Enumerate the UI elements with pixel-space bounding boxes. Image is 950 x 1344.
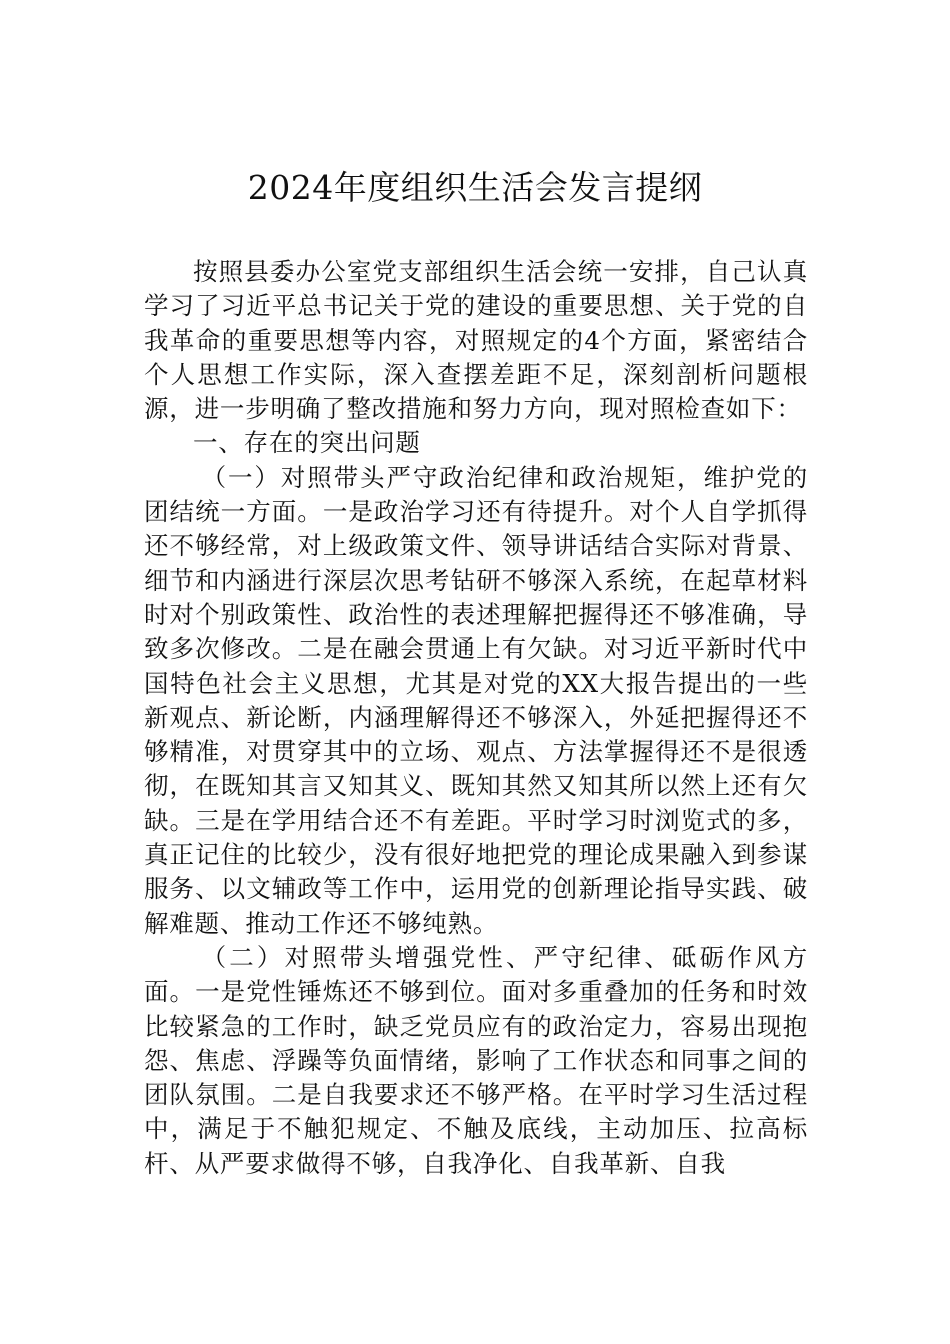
document-body (144, 255, 808, 1181)
section-heading: 一、存在的突出问题 (193, 428, 421, 458)
intro-paragraph: 按照县委办公室党支部组织生活会统一安排，自己认真学习了习近平总书记关于党的建设的重要思想、关于党的自我革命的重要思想等内容，对照规定的4个方面，紧密结合个人思想工作实际，深入查摆差距不足，深刻剖析问题根源，进一步明确了整改措施和努力方向，现对照检查如下： (144, 257, 808, 424)
subsection-paragraph-2: （二）对照带头增强党性、严守纪律、砥砺作风方面。一是党性锤炼还不够到位。面对多重叠加的任务和时效比较紧急的工作时，缺乏党员应有的政治定力，容易出现抱怨、焦虑、浮躁等负面情绪，影响了工作状态和同事之间的团队氛围。二是自我要求还不够严格。在平时学习生活过程中，满足于不触犯规定、不触及底线，主动加压、拉高标杆、从严要求做得不够，自我净化、自我革新、自我 (144, 942, 808, 1178)
subsection-paragraph-1: （一）对照带头严守政治纪律和政治规矩，维护党的团结统一方面。一是政治学习还有待提升。对个人自学抓得还不够经常，对上级政策文件、领导讲话结合实际对背景、细节和内涵进行深层次思考钻研不够深入系统，在起草材料时对个别政策性、政治性的表述理解把握得还不够准确，导致多次修改。二是在融会贯通上有欠缺。对习近平新时代中国特色社会主义思想，尤其是对党的XX大报告提出的一些新观点、新论断，内涵理解得还不够深入，外延把握得还不够精准，对贯穿其中的立场、观点、方法掌握得还不是很透彻，在既知其言又知其义、既知其然又知其所以然上还有欠缺。三是在学用结合还不有差距。平时学习时浏览式的多，真正记住的比较少，没有很好地把党的理论成果融入到参谋服务、以文辅政等工作中，运用党的创新理论指导实践、破解难题、推动工作还不够纯熟。 (144, 462, 808, 938)
document-title: 2024年度组织生活会发言提纲 (247, 168, 703, 207)
